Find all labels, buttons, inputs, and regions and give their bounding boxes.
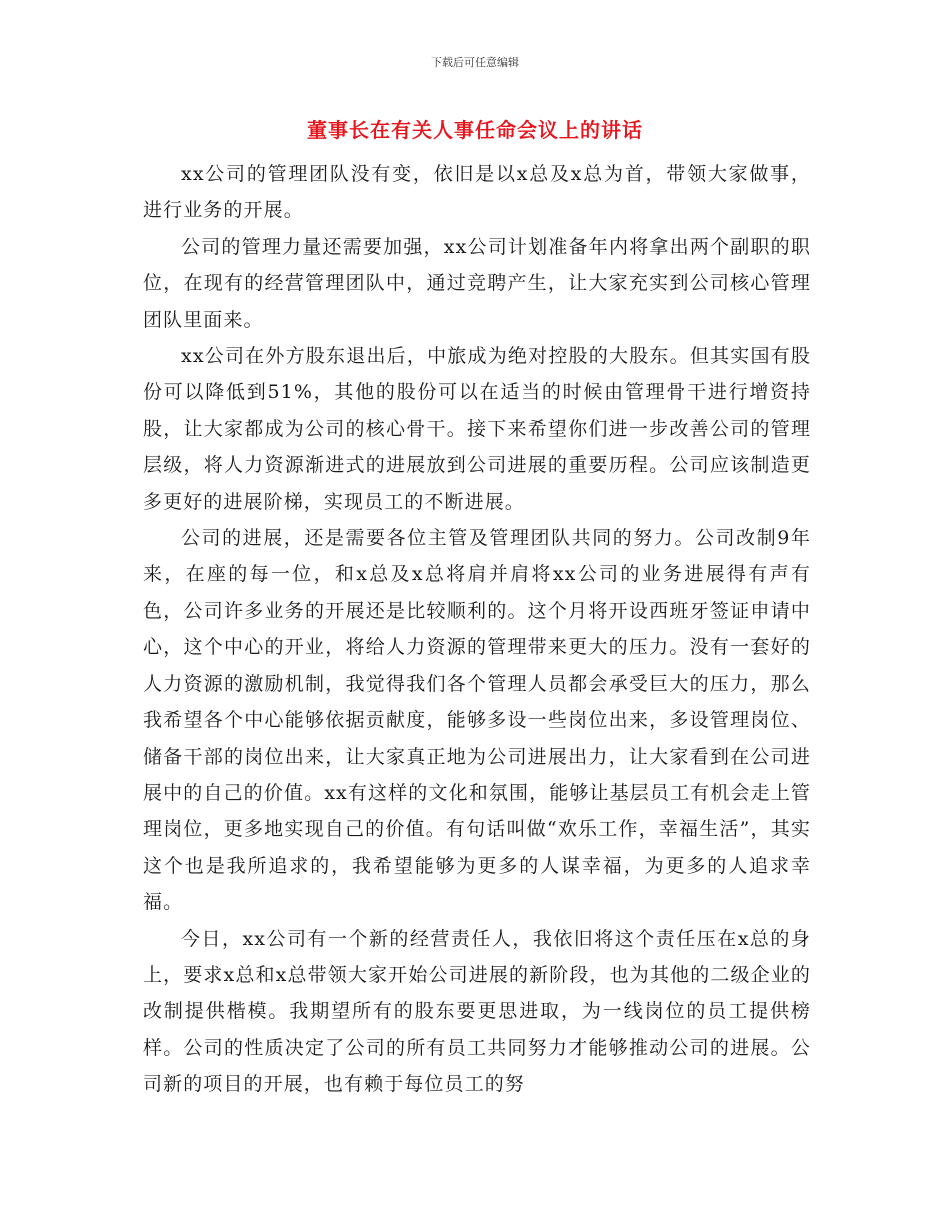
paragraph-1: xx公司的管理团队没有变，依旧是以x总及x总为首，带领大家做事，进行业务的开展。 [143, 163, 811, 222]
paragraph-5: 今日，xx公司有一个新的经营责任人，我依旧将这个责任压在x总的身上，要求x总和x总带领大家开始公司进展的新阶段，也为其他的二级企业的改制提供楷模。我期望所有的股东要更思进取，为一线岗位的员工提供榜样。公司的性质决定了公司的所有员工共同努力才能够推动公司的进展。公司新的项目的开展，也有赖于每位员工的努 [143, 927, 811, 1096]
document-title: 董事长在有关人事任命会议上的讲话 [307, 118, 643, 142]
paragraph-3: xx公司在外方股东退出后，中旅成为绝对控股的大股东。但其实国有股份可以降低到51%，其他的股份可以在适当的时候由管理骨干进行增资持股，让大家都成为公司的核心骨干。接下来希望你们进一步改善公司的管理层级，将人力资源渐进式的进展放到公司进展的重要历程。公司应该制造更多更好的进展阶梯，实现员工的不断进展。 [143, 345, 811, 513]
header-note: 下载后可任意编辑 [431, 56, 519, 69]
paragraph-4: 公司的进展，还是需要各位主管及管理团队共同的努力。公司改制9年来，在座的每一位，和x总及x总将肩并肩将xx公司的业务进展得有声有色，公司许多业务的开展还是比较顺利的。这个月将开设西班牙签证申请中心，这个中心的开业，将给人力资源的管理带来更大的压力。没有一套好的人力资源的激励机制，我觉得我们各个管理人员都会承受巨大的压力，那么我希望各个中心能够依据贡献度，能够多设一些岗位出来，多设管理岗位、储备干部的岗位出来，让大家真正地为公司进展出力，让大家看到在公司进展中的自己的价值。xx有这样的文化和氛围，能够让基层员工有机会走上管理岗位，更多地实现自己的价值。有句话叫做“欢乐工作，幸福生活”，其实这个也是我所追求的，我希望能够为更多的人谋幸福，为更多的人追求幸福。 [143, 527, 811, 914]
document-body [143, 156, 811, 1103]
paragraph-2: 公司的管理力量还需要加强，xx公司计划准备年内将拿出两个副职的职位，在现有的经营管理团队中，通过竞聘产生，让大家充实到公司核心管理团队里面来。 [143, 235, 811, 331]
